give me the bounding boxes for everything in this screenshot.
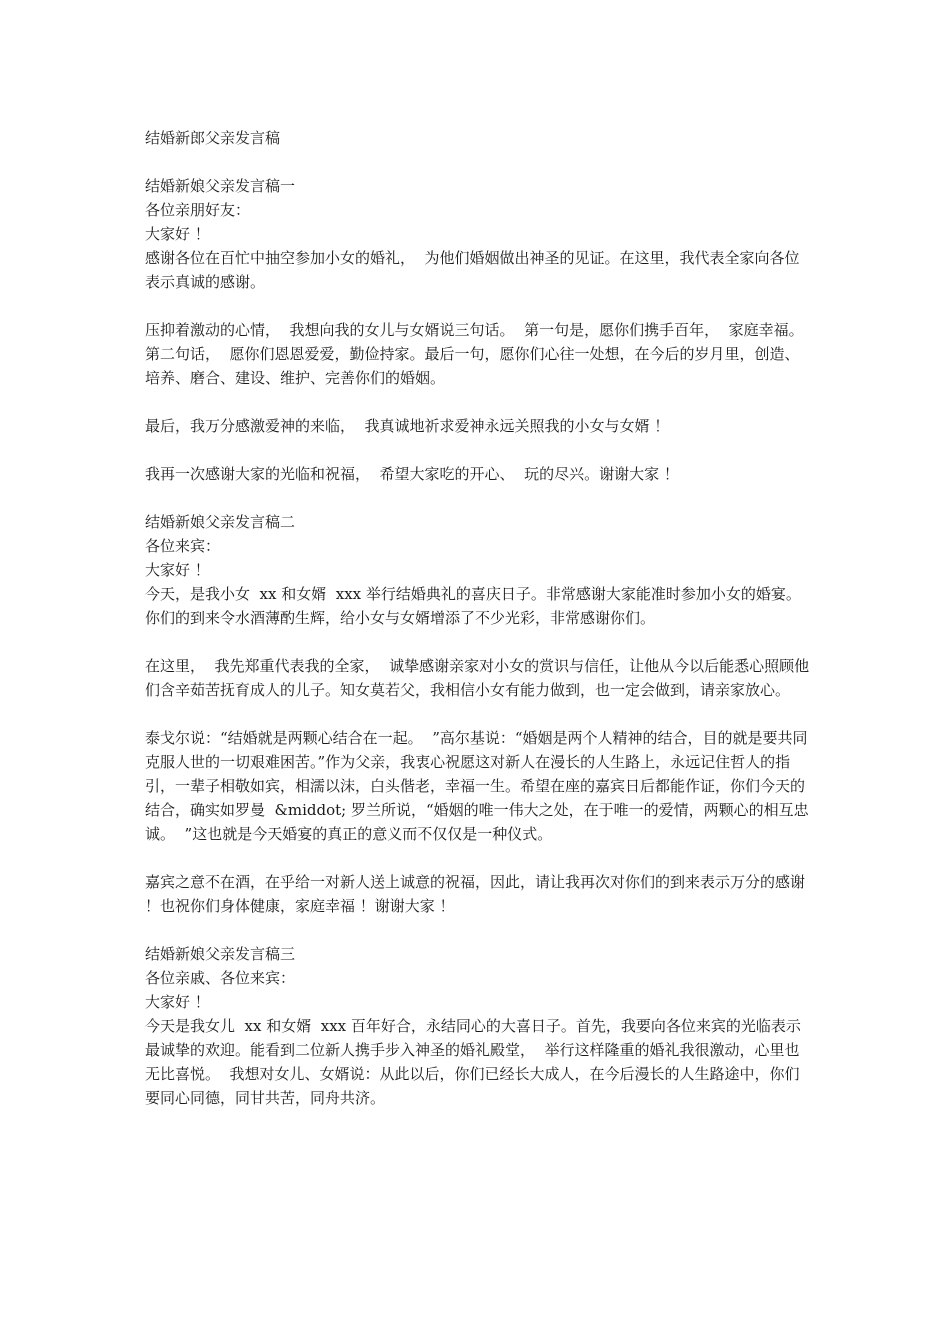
speech-one-salutation: 各位亲朋好友： [145,201,251,219]
speech-one-paragraph: 压抑着激动的心情， 我想向我的女儿与女婿说三句话。 第一句是，愿你们携手百年， 家庭幸福。第二句话， 愿你们恩恩爱爱，勤俭持家。最后一句，愿你们心往一处想，在今后的岁月里，创造、培养、磨合、建设、维护、完善你们的婚姻。 [145,321,804,387]
speech-one [145,174,810,486]
speech-two-greeting: 大家好 ！ [145,561,210,579]
speech-two [145,510,810,918]
speech-three-paragraph: 今天是我女儿 xx 和女婿 xxx 百年好合，永结同心的大喜日子。首先，我要向各位来宾的光临表示最诚挚的欢迎。能看到二位新人携手步入神圣的婚礼殿堂， 举行这样隆重的婚礼我很激动，心里也无比喜悦。 我想对女儿、女婿说：从此以后，你们已经长大成人，在今后漫长的人生路途中，你们要同心同德，同甘共苦，同舟共济。 [145,1017,801,1107]
speech-one-paragraph: 最后，我万分感激爱神的来临， 我真诚地祈求爱神永远关照我的小女与女婿 ！ [145,417,670,435]
speech-two-salutation: 各位来宾： [145,537,221,555]
document-title: 结婚新郎父亲发言稿 [145,129,281,147]
speech-one-heading: 结婚新娘父亲发言稿一 [145,177,296,195]
speech-two-paragraph: 在这里， 我先郑重代表我的全家， 诚挚感谢亲家对小女的赏识与信任，让他从今以后能悉心照顾他们含辛茹苦抚育成人的儿子。知女莫若父，我相信小女有能力做到，也一定会做到，请亲家放心。 [145,657,810,699]
speech-three-salutation: 各位亲戚、各位来宾： [145,969,296,987]
speech-two-paragraph: 嘉宾之意不在酒，在乎给一对新人送上诚意的祝福，因此，请让我再次对你们的到来表示万分的感谢 ！也祝你们身体健康，家庭幸福 ！谢谢大家 ！ [145,873,810,915]
document-body [145,126,810,1134]
speech-one-greeting: 大家好 ！ [145,225,210,243]
speech-one-paragraph: 感谢各位在百忙中抽空参加小女的婚礼， 为他们婚姻做出神圣的见证。在这里，我代表全家向各位表示真诚的感谢。 [145,249,800,291]
speech-three [145,942,810,1110]
speech-two-paragraph: 今天，是我小女 xx 和女婿 xxx 举行结婚典礼的喜庆日子。非常感谢大家能准时参加小女的婚宴。 你们的到来令水酒薄酌生辉，给小女与女婿增添了不少光彩，非常感谢你们。 [145,585,811,627]
speech-three-greeting: 大家好 ！ [145,993,210,1011]
speech-three-heading: 结婚新娘父亲发言稿三 [145,945,296,963]
speech-two-paragraph: 泰戈尔说：“结婚就是两颗心结合在一起。 ”高尔基说：“婚姻是两个人精神的结合，目的就是要共同克服人世的一切艰难困苦。”作为父亲，我衷心祝愿这对新人在漫长的人生路上，永远记住哲人的指引，一辈子相敬如宾，相濡以沫，白头偕老，幸福一生。希望在座的嘉宾日后都能作证，你们今天的结合，确实如罗曼 &middot; 罗兰所说，“婚姻的唯一伟大之处，在于唯一的爱情，两颗心的相互忠诚。 ”这也就是今天婚宴的真正的意义而不仅仅是一种仪式。 [145,729,809,843]
speech-one-paragraph: 我再一次感谢大家的光临和祝福， 希望大家吃的开心、 玩的尽兴。谢谢大家 ！ [145,465,679,483]
speech-two-heading: 结婚新娘父亲发言稿二 [145,513,296,531]
